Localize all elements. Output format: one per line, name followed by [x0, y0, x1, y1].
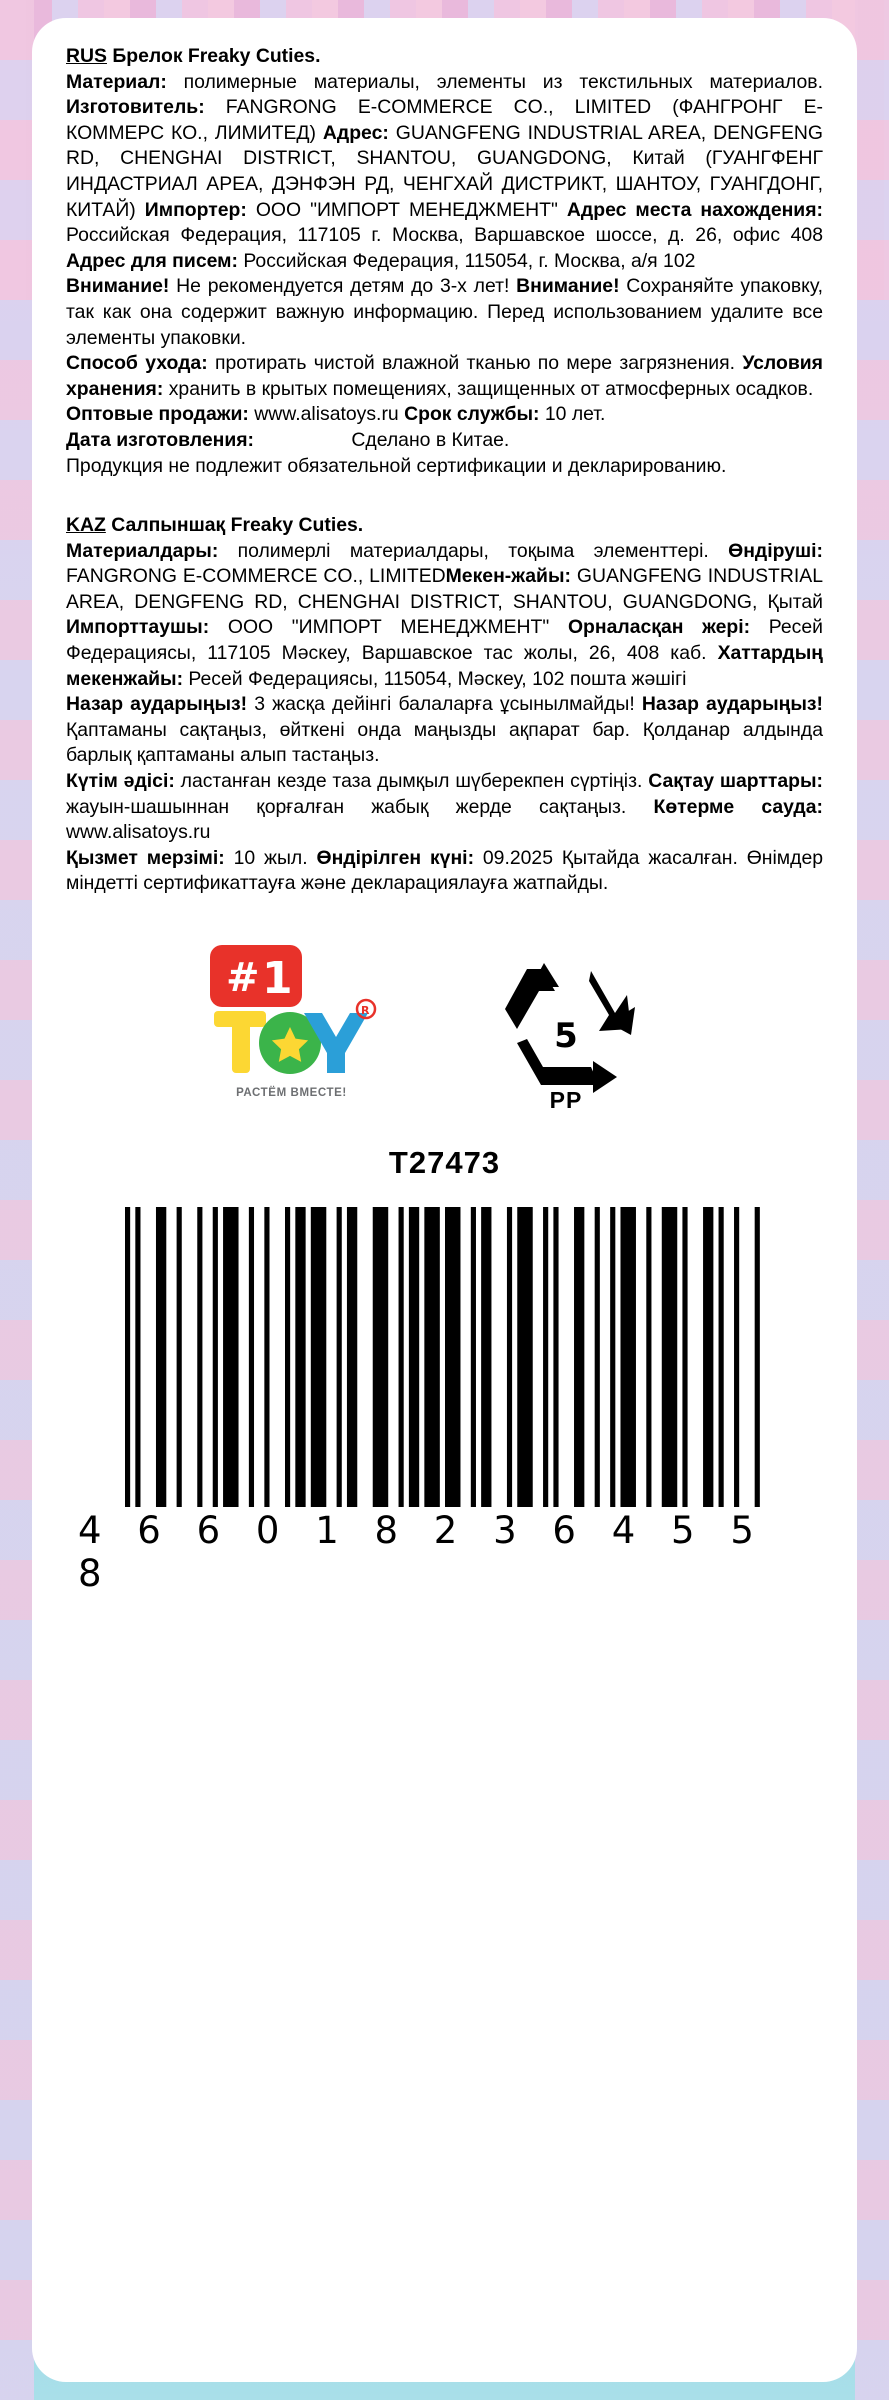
- kazakh-text-wholesale: www.alisatoys.ru: [66, 821, 211, 844]
- kazakh-label-address: Мекен-жайы:: [445, 565, 571, 588]
- kazakh-language-code: KAZ: [66, 514, 106, 537]
- russian-info-block: [66, 44, 823, 479]
- russian-sales-paragraph: [66, 402, 823, 428]
- russian-text-importer: ООО "ИМПОРТ МЕНЕДЖМЕНТ": [246, 198, 567, 221]
- kazakh-text-importer: ООО "ИМПОРТ МЕНЕДЖМЕНТ": [209, 616, 568, 639]
- russian-label-storage: Условия хранения:: [66, 352, 823, 400]
- svg-text:R: R: [361, 1004, 370, 1017]
- article-number: T27473: [388, 1145, 501, 1180]
- kazakh-label-warning-age: Назар аударыңыз!: [66, 693, 248, 716]
- russian-product-title: Брелок Freaky Cuties.: [112, 45, 321, 67]
- kazakh-text-production-date: 09.2025: [474, 846, 562, 869]
- russian-label-production-date: Дата изготовления:: [66, 428, 255, 451]
- russian-text-care: протирать чистой влажной тканью по мере загрязнения.: [207, 352, 743, 375]
- russian-text-manufacturer: FANGRONG E-COMMERCE CO., LIMITED (ФАНГРОНГ Е-КОММЕРС КО., ЛИМИТЕД): [66, 96, 823, 144]
- kazakh-label-importer: Импорттаушы:: [66, 616, 210, 639]
- russian-text-material: полимерные материалы, элементы из текстильных материалов.: [166, 70, 823, 93]
- russian-text-warning-packaging: Сохраняйте упаковку, так как она содержит важную информацию. Перед использованием удалите все элементы упаковки.: [66, 275, 823, 349]
- kazakh-label-wholesale: Көтерме сауда:: [653, 795, 823, 818]
- kazakh-text-warning-packaging: Қаптаманы сақтаңыз, өйткені онда маңызды ақпарат бар. Қолданар алдында барлық қаптаманы алып тастаңыз.: [66, 718, 823, 767]
- kazakh-label-storage: Сақтау шарттары:: [648, 770, 824, 793]
- kazakh-text-mail-address: Ресей Федерациясы, 115054, Мәскеу, 102 пошта жәшігі: [183, 667, 687, 690]
- kazakh-product-title: Салпыншақ Freaky Cuties.: [111, 514, 364, 537]
- recycle-triangle-icon: [481, 947, 651, 1107]
- svg-text:1: 1: [262, 953, 293, 1004]
- kazakh-text-manufacturer: FANGRONG E-COMMERCE CO., LIMITED: [66, 565, 446, 588]
- russian-certification-paragraph: Продукция не подлежит обязательной сертификации и декларированию.: [66, 454, 727, 477]
- kazakh-text-care: ластанған кезде таза дымқыл шүберекпен сүртіңіз.: [174, 770, 649, 793]
- kazakh-label-manufacturer: Өндіруші:: [728, 539, 823, 562]
- kazakh-label-mail-address: Хаттардың мекенжайы:: [66, 642, 823, 690]
- kazakh-text-material: полимерлі материалдары, тоқыма элементтері.: [218, 539, 729, 562]
- russian-label-address: Адрес:: [322, 121, 389, 144]
- kazakh-label-care: Күтім әдісі:: [66, 770, 175, 793]
- kazakh-text-location-address: Ресей Федерациясы, 117105 Мәскеу, Варшавское тас жолы, 26, 408 каб.: [66, 616, 823, 665]
- kazakh-text-storage: жауын-шашыннан қорғалған жабық жерде сақтаңыз.: [66, 795, 654, 818]
- kazakh-label-service-life: Қызмет мерзімі:: [66, 846, 225, 869]
- kazakh-label-material: Материалдары:: [66, 539, 219, 562]
- kazakh-label-production-date: Өндірілген күні:: [316, 846, 475, 869]
- kazakh-title-line: [66, 513, 823, 539]
- russian-label-warning-age: Внимание!: [66, 275, 170, 298]
- russian-label-importer: Импортер:: [144, 198, 247, 221]
- russian-label-mail-address: Адрес для писем:: [66, 249, 238, 272]
- block-spacer: [66, 479, 823, 513]
- russian-label-material: Материал:: [66, 70, 167, 93]
- kazakh-label-location-address: Орналасқан жері:: [567, 616, 751, 639]
- russian-label-warning-packaging: Внимание!: [516, 275, 620, 298]
- svg-text:5: 5: [554, 1016, 578, 1056]
- russian-label-service-life: Срок службы:: [404, 403, 540, 426]
- background-stripe-right: [855, 0, 889, 2400]
- russian-date-paragraph: [66, 428, 823, 454]
- russian-label-location-address: Адрес места нахождения:: [566, 198, 824, 221]
- kazakh-warning-paragraph: [66, 692, 823, 769]
- russian-label-manufacturer: Изготовитель:: [66, 96, 205, 119]
- logo-row: [66, 939, 823, 1113]
- barcode: [66, 1207, 823, 1507]
- number-one-toy-logo-icon: [196, 939, 386, 1104]
- russian-language-code: RUS: [66, 45, 107, 67]
- product-label-card: [32, 18, 857, 2382]
- russian-details-paragraph: [66, 70, 823, 275]
- kazakh-service-paragraph: [66, 846, 823, 897]
- kazakh-text-address: GUANGFENG INDUSTRIAL AREA, DENGFENG RD, CHENGHAI DISTRICT, SHANTOU, GUANGDONG, Қытай: [66, 565, 824, 613]
- russian-label-wholesale: Оптовые продажи:: [66, 403, 249, 426]
- russian-text-location-address: Российская Федерация, 117105 г. Москва, Варшавское шоссе, д. 26, офис 408: [66, 224, 823, 247]
- kazakh-label-warning-packaging: Назар аударыңыз!: [641, 693, 824, 716]
- russian-text-service-life: 10 лет.: [539, 403, 606, 426]
- russian-text-storage: хранить в крытых помещениях, защищенных от атмосферных осадков.: [163, 377, 814, 400]
- kazakh-text-certification: Қытайда жасалған. Өнімдер міндетті сертификаттауға және декларациялауға жатпайды.: [66, 846, 824, 895]
- recycle-material-label: PP: [549, 1087, 583, 1113]
- kazakh-care-paragraph: [66, 769, 823, 846]
- kazakh-text-service-life: 10 жыл.: [224, 846, 317, 869]
- russian-care-paragraph: [66, 351, 823, 402]
- barcode-bars: [125, 1207, 765, 1507]
- kazakh-details-paragraph: [66, 539, 823, 693]
- russian-text-mail-address: Российская Федерация, 115054, г. Москва, а/я 102: [237, 249, 696, 272]
- russian-text-wholesale: www.alisatoys.ru: [248, 403, 405, 426]
- kazakh-info-block: [66, 513, 823, 897]
- toy-logo-slogan: РАСТЁМ ВМЕСТЕ!: [236, 1087, 347, 1099]
- barcode-digits: 4 6 6 0 1 8 2 3 6 4 5 5 8: [78, 1509, 766, 1595]
- background-stripe-left: [0, 0, 34, 2400]
- russian-text-warning-age: Не рекомендуется детям до 3-х лет!: [169, 275, 517, 298]
- russian-title-line: [66, 44, 823, 70]
- kazakh-text-warning-age: 3 жасқа дейінгі балаларға ұсынылмайды!: [247, 693, 642, 716]
- russian-label-care: Способ ухода:: [66, 352, 208, 375]
- russian-text-address: GUANGFENG INDUSTRIAL AREA, DENGFENG RD, CHENGHAI DISTRICT, SHANTOU, GUANGDONG, Китай (ГУАНГФЕНГ ИНДАСТРИАЛ АРЕА, ДЭНФЭН РД, ЧЕНГХАЙ ДИСТРИКТ, ШАНТОУ, ГУАНГДОНГ, КИТАЙ): [66, 121, 823, 221]
- russian-text-production-date: Сделано в Китае.: [346, 428, 510, 451]
- svg-text:#: #: [226, 955, 260, 1001]
- russian-warning-paragraph: [66, 274, 823, 351]
